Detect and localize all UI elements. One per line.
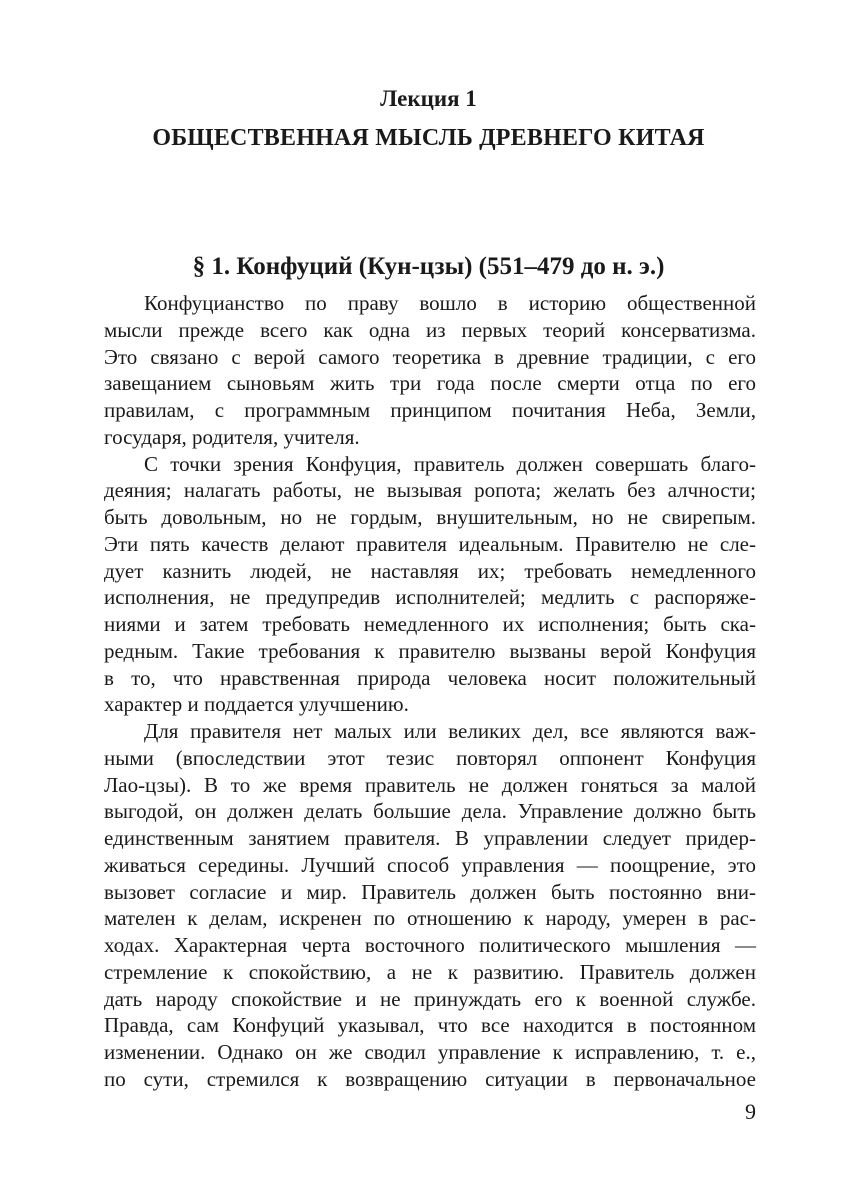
text-line: ходах. Характерная черта восточного политического мышления — <box>104 933 756 957</box>
text-line: по сути, стремился к возвращению ситуации в первоначальное <box>104 1066 756 1091</box>
text-line: деяния; налагать работы, не вызывая ропота; желать без алчности; <box>104 478 756 503</box>
page-number: 9 <box>745 1099 756 1124</box>
paragraph <box>104 718 756 1093</box>
text-line: С точки зрения Конфуция, правитель должен совершать благо- <box>144 451 756 476</box>
text-line: характер и поддается улучшению. <box>104 692 409 717</box>
text-line: мателен к делам, искренен по отношению к народу, умерен в рас- <box>104 906 756 931</box>
text-line: Правда, сам Конфуций указывал, что все находится в постоянном <box>104 1013 756 1038</box>
text-line: живаться середины. Лучший способ управления — поощрение, это <box>104 852 756 877</box>
text-line: изменении. Однако он же сводил управление к исправлению, т. е., <box>104 1040 756 1064</box>
text-line: редным. Такие требования к правителю вызваны верой Конфуция <box>104 638 756 663</box>
text-line: ниями и затем требовать немедленного их исполнения; быть ска- <box>104 612 756 636</box>
text-line: Для правителя нет малых или великих дел, все являются важ- <box>144 719 756 743</box>
text-line: в то, что нравственная природа человека носит положительный <box>104 665 756 690</box>
text-line: стремление к спокойствию, а не к развитию. Правитель должен <box>104 959 756 984</box>
text-line: выгодой, он должен делать большие дела. Управление должно быть <box>104 799 756 824</box>
text-line: правилам, с программным принципом почитания Неба, Земли, <box>104 398 756 422</box>
lecture-number: Лекция 1 <box>380 86 477 111</box>
text-line: быть довольным, но не гордым, внушительным, но не свирепым. <box>104 505 756 529</box>
text-line: Эти пять качеств делают правителя идеальным. Правителю не сле- <box>104 531 756 556</box>
text-line: вызовет согласие и мир. Правитель должен быть постоянно вни- <box>104 879 756 904</box>
text-line: мысли прежде всего как одна из первых теорий консерватизма. <box>104 317 756 342</box>
section-heading: § 1. Конфуций (Кун-цзы) (551–479 до н. э.) <box>192 253 665 280</box>
paragraph <box>104 451 756 719</box>
text-line: исполнения, не предупредив исполнителей; медлить с распоряже- <box>104 585 756 610</box>
text-line: Лао-цзы). В то же время правитель не должен гоняться за малой <box>104 772 756 797</box>
text-line: ными (впоследствии этот тезис повторял оппонент Конфуция <box>104 745 756 770</box>
text-line: Конфуцианство по праву вошло в историю общественной <box>144 291 756 315</box>
text-line: завещанием сыновьям жить три года после смерти отца по его <box>104 371 756 396</box>
paragraph <box>104 290 756 451</box>
text-line: Это связано с верой самого теоретика в древние традиции, с его <box>104 344 756 369</box>
lecture-title: ОБЩЕСТВЕННАЯ МЫСЛЬ ДРЕВНЕГО КИТАЯ <box>152 125 705 151</box>
text-line: единственным занятием правителя. В управлении следует придер- <box>104 826 756 850</box>
body-text <box>104 290 756 1093</box>
text-line: государя, родителя, учителя. <box>104 424 360 449</box>
text-line: дует казнить людей, не наставляя их; требовать немедленного <box>104 558 756 583</box>
text-line: дать народу спокойствие и не принуждать его к военной службе. <box>104 986 756 1011</box>
